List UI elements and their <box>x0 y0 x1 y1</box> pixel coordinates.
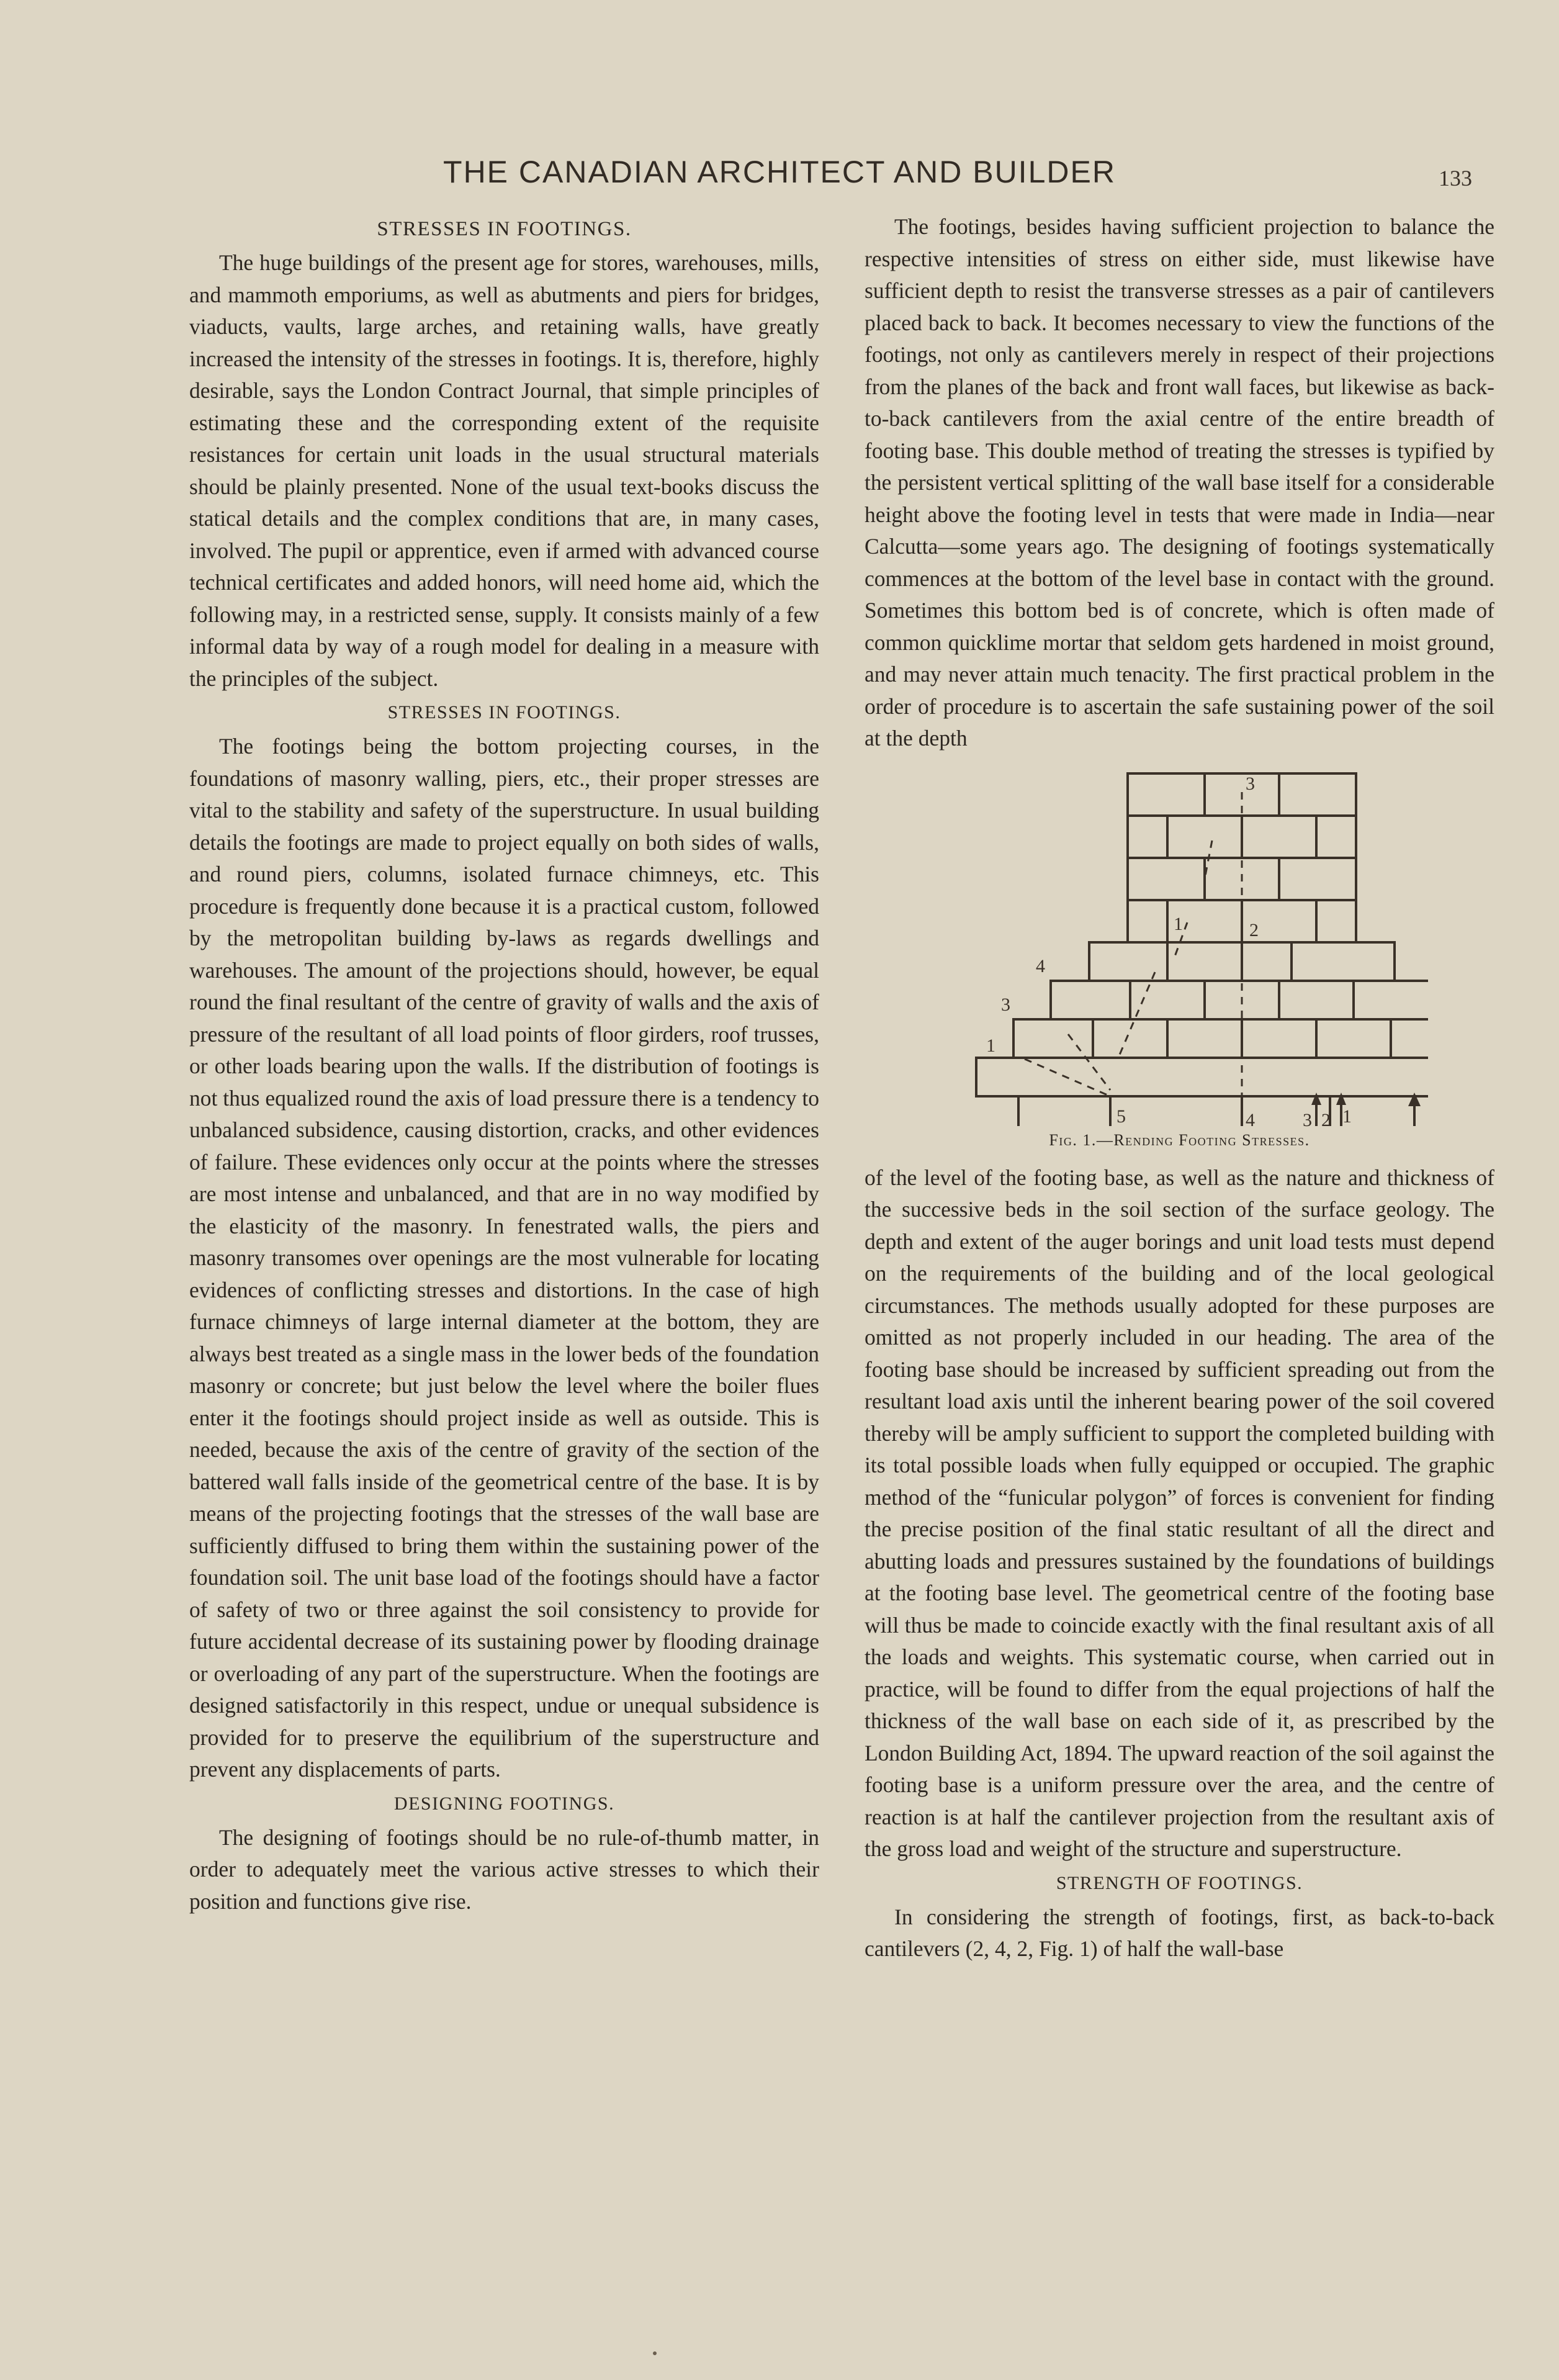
section-heading-designing: DESIGNING FOOTINGS. <box>393 1793 615 1814</box>
figure-caption: Fig. 1.—Rending Footing Stresses. <box>1049 1130 1310 1149</box>
figure-label: 5 <box>1116 1106 1126 1127</box>
page-footer-mark <box>653 2351 657 2355</box>
figure-label: 2 <box>1321 1109 1331 1127</box>
designing-paragraph-start: The designing of footings should be no rule-of-thumb matter, in order to adequately meet the various active stresses to which their position and functions give rise. <box>189 1824 819 1914</box>
section-heading-strength: STRENGTH OF FOOTINGS. <box>1056 1872 1303 1893</box>
designing-paragraph-continued: The footings, besides having sufficient projection to balance the respective intensities of stress on either side, must likewise have sufficient depth to resist the transverse stresses as a pair of cantilevers placed back to back. It becomes necessary to view the functions of the footings, not only as cantilevers merely in respect of their projections from the planes of the back and front wall faces, but likewise as back-to-back cantilevers from the axial centre of the entire breadth of footing base. This double method of treating the stresses is typified by the persistent vertical splitting of the wall base itself for a considerable height above the footing level in tests that were made in India—near Calcutta—some years ago. The designing of footings systematically commences at the bottom of the level base in contact with the ground. Sometimes this bottom bed is of concrete, which is often made of common quicklime mortar that seldom gets hardened in moist ground, and may never attain much tenacity. The first practical problem in the order of procedure is to ascertain the safe sustaining power of the soil at the depth <box>865 214 1494 751</box>
figure-label: 3 <box>1302 1109 1312 1127</box>
footing-stress-diagram <box>932 767 1428 1127</box>
page-number: 133 <box>1439 166 1472 191</box>
right-column <box>865 211 1494 1965</box>
figure-label: 4 <box>1035 955 1045 976</box>
figure-label: 1 <box>986 1035 995 1056</box>
intro-paragraph: The huge buildings of the present age for stores, warehouses, mills, and mammoth emporiums, as well as abutments and piers for bridges, viaducts, vaults, large arches, and retaining walls, have greatly increased the intensity of the stresses in footings. It is, therefore, highly desirable, says the London Contract Journal, that simple principles of estimating these and the corresponding extent of the requisite resistances for certain unit loads in the usual structural materials should be plainly presented. None of the usual text-books discuss the statical details and the complex conditions that are, in many cases, involved. The pupil or apprentice, even if armed with advanced course technical certificates and added honors, will need home aid, which the following may, in a restricted sense, supply. It consists mainly of a few informal data by way of a rough model for dealing in a measure with the principles of the subject. <box>189 250 819 691</box>
journal-title: THE CANADIAN ARCHITECT AND BUILDER <box>443 155 1116 189</box>
article-title: STRESSES IN FOOTINGS. <box>377 218 632 240</box>
figure-label: 4 <box>1245 1109 1255 1127</box>
strength-paragraph: In considering the strength of footings, first, as back-to-back cantilevers (2, 4, 2, Fig. 1) of half the wall-base <box>865 1904 1494 1961</box>
figure-label: 3 <box>1245 773 1255 794</box>
designing-paragraph-after-figure: of the level of the footing base, as well as the nature and thickness of the successive beds in the soil section of the surface geology. The depth and extent of the auger borings and unit load tests must depend on the requirements of the building and of the local geological circumstances. The methods usually adopted for these purposes are omitted as not properly included in our heading. The area of the footing base should be increased by sufficient spreading out from the resultant load axis until the inherent bearing power of the soil covered thereby will be amply sufficient to support the completed building with its total possible loads when fully equipped or occupied. The graphic method of the “funicular polygon” of forces is convenient for finding the precise position of the final static resultant of all the direct and abutting loads and pressures sustained by the foundations of buildings at the footing base level. The geometrical centre of the footing base will thus be made to coincide exactly with the final resultant axis of all the loads and weights. This systematic course, when carried out in practice, will be found to differ from the equal projections of half the thickness of the wall base on each side of it, as prescribed by the London Building Act, 1894. The upward reaction of the soil against the footing base is a uniform pressure over the area, and the centre of reaction is at half the cantilever projection from the resultant axis of the gross load and weight of the structure and superstructure. <box>865 1165 1494 1861</box>
stresses-paragraph: The footings being the bottom projecting courses, in the foundations of masonry walling, piers, etc., their proper stresses are vital to the stability and safety of the superstructure. In usual building details the footings are made to project equally on both sides of walls, and round piers, columns, isolated furnace chimneys, etc. This procedure is frequently done because it is a practical custom, followed by the metropolitan building by-laws as regards dwellings and warehouses. The amount of the projections should, however, be equal round the final resultant of the centre of gravity of walls and the axis of pressure of the resultant of all load points of floor girders, roof trusses, or other loads bearing upon the walls. If the distribution of footings is not thus equalized round the axis of load pressure there is a tendency to unbalanced subsidence, causing distortion, cracks, and other evidences of failure. These evidences only occur at the points where the stresses are most intense and unbalanced, and that are in no way modified by the elasticity of the masonry. In fenestrated walls, the piers and masonry transomes over openings are the most vulnerable for locating evidences of conflicting stresses and distortions. In the case of high furnace chimneys of large internal diameter at the bottom, they are always best treated as a single mass in the lower beds of the foundation masonry or concrete; but just below the level where the boiler flues enter it the footings should project inside as well as outside. This is needed, because the axis of the centre of gravity of the section of the battered wall falls inside of the geometrical centre of the base. It is by means of the projecting footings that the stresses of the wall base are sufficiently diffused to bring them within the sustaining power of the foundation soil. The unit base load of the footings should have a factor of safety of two or three against the soil consistency to provide for future accidental decrease of its sustaining power by flooding drainage or overloading of any part of the superstructure. When the footings are designed satisfactorily in this respect, undue or unequal subsidence is provided for to preserve the equilibrium of the superstructure and prevent any displacements of parts. <box>189 734 819 1782</box>
figure-label: 2 <box>1249 919 1259 940</box>
section-heading-stresses: STRESSES IN FOOTINGS. <box>387 702 621 723</box>
left-column <box>189 211 819 1918</box>
figure-1 <box>865 767 1494 1151</box>
figure-label: 1 <box>1342 1106 1352 1127</box>
figure-label: 3 <box>1000 994 1010 1015</box>
figure-label: 1 <box>1173 913 1183 934</box>
